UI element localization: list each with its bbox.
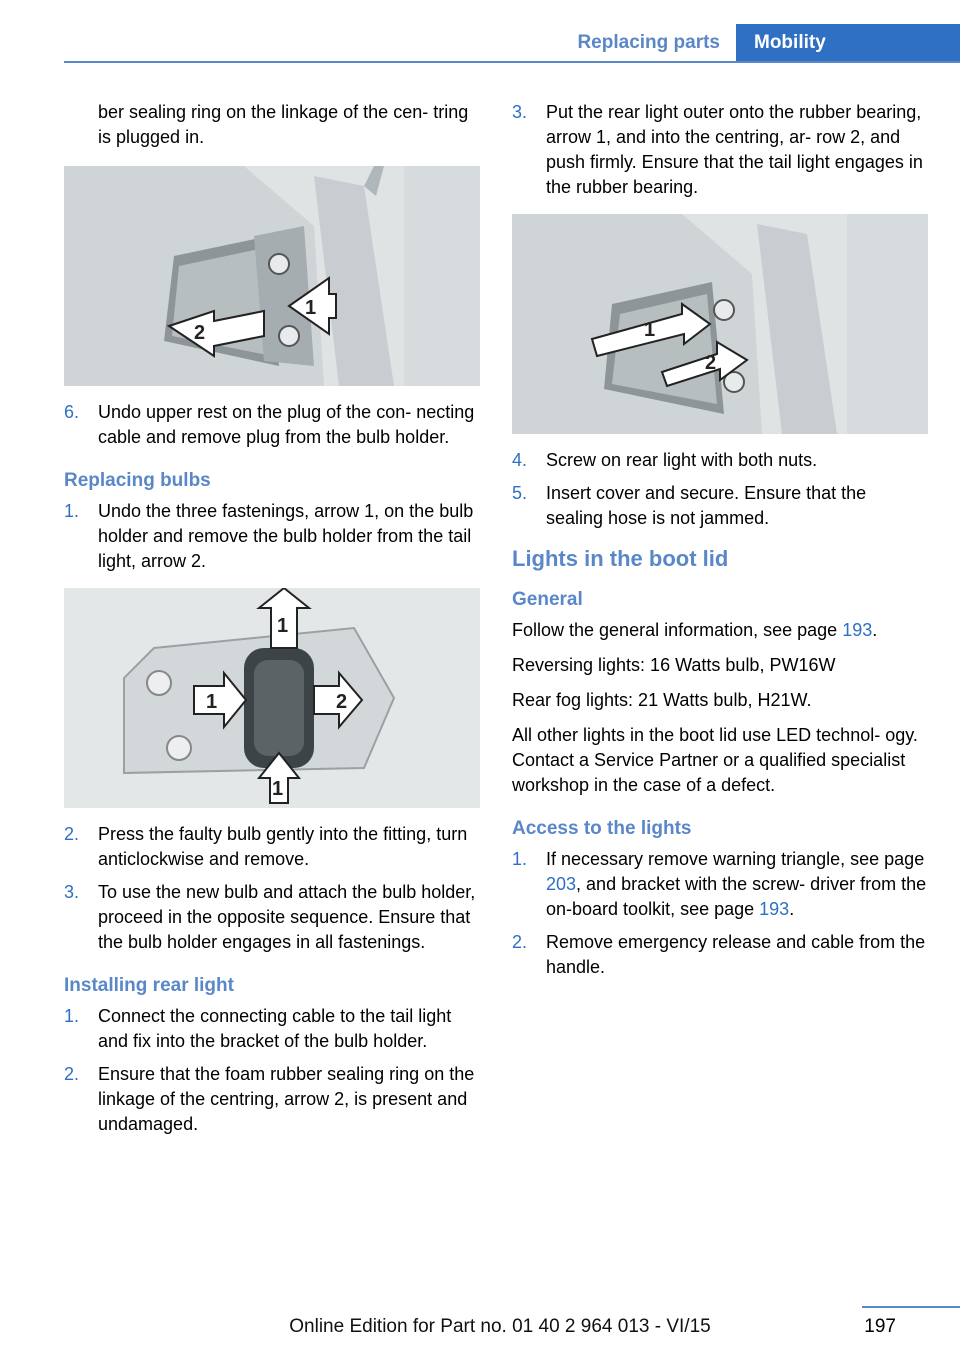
edition-line: Online Edition for Part no. 01 40 2 964 013 - VI/15: [289, 1316, 711, 1337]
fig2-label-bottom: 1: [272, 778, 284, 800]
reversing-lights: Reversing lights: 16 Watts bulb, PW16W: [512, 655, 836, 675]
general-text-post: .: [872, 620, 878, 640]
step-text: [546, 847, 928, 922]
step-number: 3.: [64, 882, 80, 902]
step-text: Screw on rear light with both nuts.: [546, 450, 818, 470]
step-text: Put the rear light outer onto the rubber bearing, arrow 1, and into the centring, ar‐ row 2, and push firmly. Ensure that the tail light engages in the rubber bearing.: [546, 102, 923, 197]
access1-post: .: [789, 899, 795, 919]
heading-access-lights: Access to the lights: [512, 818, 692, 839]
right-column: [512, 100, 928, 988]
step-number: 5.: [512, 483, 528, 503]
page-number: 197: [864, 1316, 896, 1337]
general-text-pre: Follow the general information, see page: [512, 620, 843, 640]
heading-installing-rear-light: Installing rear light: [64, 975, 234, 996]
step-text: Insert cover and secure. Ensure that the sealing hose is not jammed.: [546, 483, 867, 528]
page-link-203[interactable]: 203: [546, 874, 577, 894]
step-text: Remove emergency release and cable from the handle.: [546, 932, 926, 977]
section-tab: Replacing parts: [577, 32, 720, 53]
general-info: [512, 618, 928, 643]
figure-bulb-holder: [64, 588, 480, 808]
step-number: 2.: [64, 1064, 80, 1084]
fig2-label-left: 1: [206, 691, 218, 713]
fog-lights: Rear fog lights: 21 Watts bulb, H21W.: [512, 690, 812, 710]
step-text: Press the faulty bulb gently into the fitting, turn anticlockwise and remove.: [98, 824, 468, 869]
step-number: 6.: [64, 402, 80, 422]
heading-replacing-bulbs: Replacing bulbs: [64, 470, 211, 491]
figure-tail-light-removal: [64, 166, 480, 386]
step-3: [512, 100, 928, 200]
bulb-holder-illustration: [64, 588, 480, 808]
replacing-step-2: [64, 822, 480, 872]
step-6: [64, 400, 480, 450]
access1-pre: If necessary remove warning triangle, see page: [546, 849, 925, 869]
page-link-193-b[interactable]: 193: [759, 899, 790, 919]
led-info: All other lights in the boot lid use LED technol‐ ogy. Contact a Service Partner or a qualified specialist workshop in the case of a defect.: [512, 725, 918, 795]
installing-step-2: [64, 1062, 480, 1137]
step-4: [512, 448, 928, 473]
fig2-label-right: 2: [336, 691, 348, 713]
installing-step-1: [64, 1004, 480, 1054]
access-step-1: [512, 847, 928, 922]
heading-lights-boot-lid: Lights in the boot lid: [512, 546, 729, 571]
step-text: Ensure that the foam rubber sealing ring on the linkage of the centring, arrow 2, is present and undamaged.: [98, 1064, 475, 1134]
footer-rule: [862, 1306, 960, 1308]
tail-light-removal-illustration: [64, 166, 480, 386]
fig3-label-2: 2: [705, 352, 717, 374]
fig2-label-top: 1: [277, 615, 289, 637]
header-rule: [64, 61, 960, 63]
replacing-step-1: [64, 499, 480, 574]
fig1-label-1: 1: [305, 297, 317, 319]
access1-mid: , and bracket with the screw‐ driver from the on-board toolkit, see page: [546, 874, 927, 919]
step-5: [512, 481, 928, 531]
left-column: [64, 100, 480, 1145]
step-number: 3.: [512, 102, 528, 122]
page-link-193[interactable]: 193: [842, 620, 873, 640]
page-header: [0, 0, 960, 62]
step-text: Connect the connecting cable to the tail light and fix into the bracket of the bulb holder.: [98, 1006, 452, 1051]
rear-light-fitting-illustration: [512, 214, 928, 434]
intro-continuation: ber sealing ring on the linkage of the cen‐ tring is plugged in.: [98, 102, 469, 147]
fig3-label-1: 1: [644, 319, 656, 341]
step-text: Undo upper rest on the plug of the con‐ necting cable and remove plug from the bulb holder.: [98, 402, 475, 447]
step-text: Undo the three fastenings, arrow 1, on the bulb holder and remove the bulb holder from the tail light, arrow 2.: [98, 501, 474, 571]
figure-rear-light-fitting: [512, 214, 928, 434]
step-text: To use the new bulb and attach the bulb holder, proceed in the opposite sequence. Ensure that the bulb holder engages in all fastenings.: [98, 882, 476, 952]
step-number: 1.: [512, 849, 528, 869]
fig1-label-2: 2: [194, 322, 206, 344]
heading-general: General: [512, 589, 583, 610]
step-number: 1.: [64, 1006, 80, 1026]
step-number: 1.: [64, 501, 80, 521]
chapter-tab: Mobility: [736, 24, 960, 62]
step-number: 4.: [512, 450, 528, 470]
step-number: 2.: [64, 824, 80, 844]
access-step-2: [512, 930, 928, 980]
step-number: 2.: [512, 932, 528, 952]
replacing-step-3: [64, 880, 480, 955]
